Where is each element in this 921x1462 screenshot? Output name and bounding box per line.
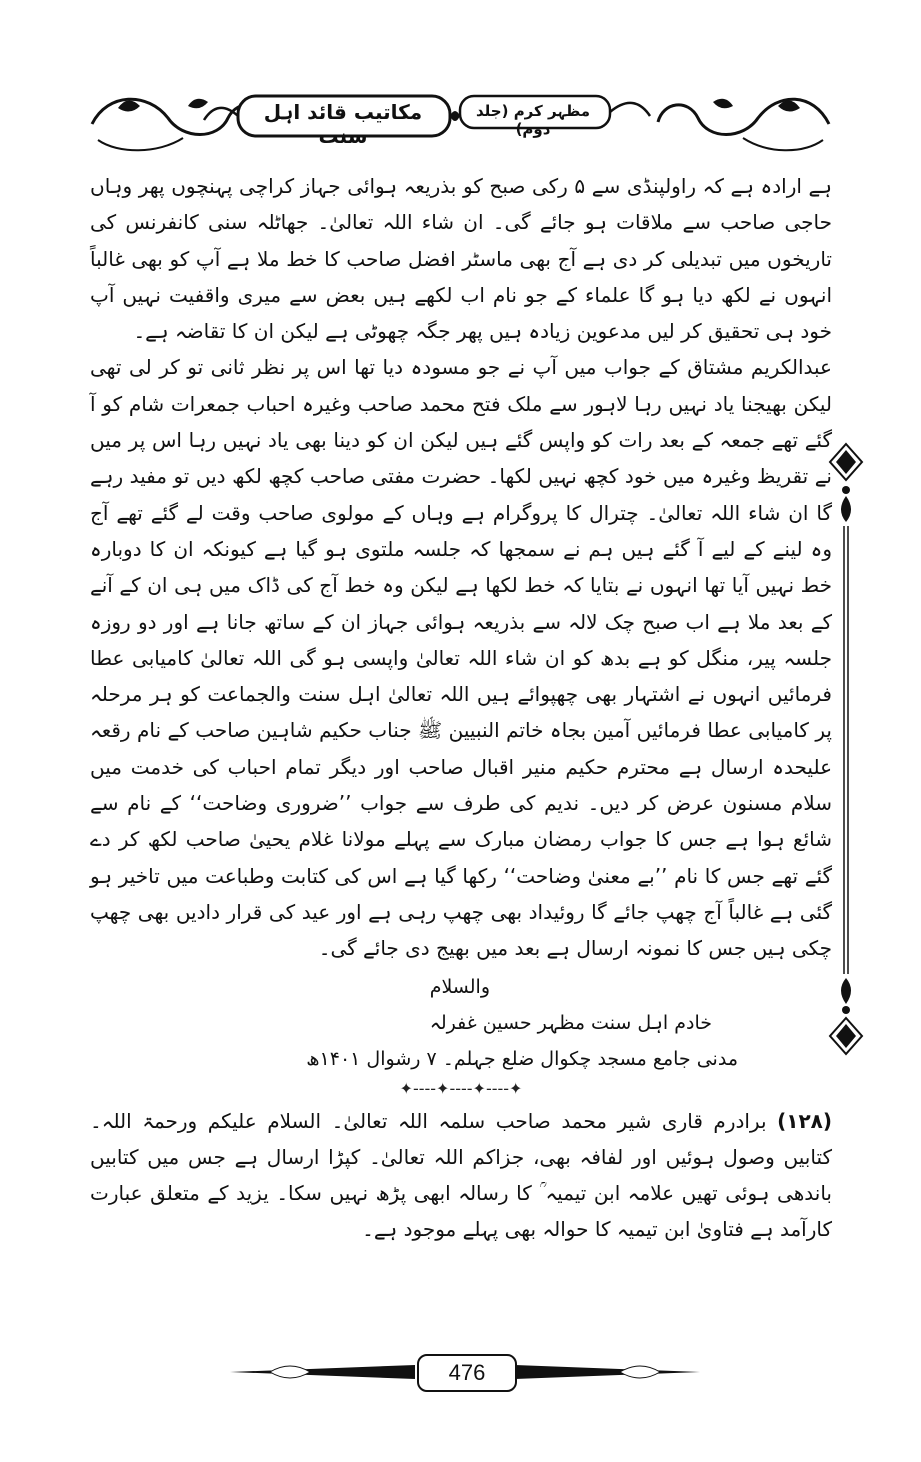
book-title: مظہر کرم (جلد دوم) (476, 102, 590, 138)
page-number: 476 (417, 1354, 517, 1392)
page-footer (230, 1352, 700, 1392)
signature-place-date: مدنی جامع مسجد چکوال ضلع جہلم۔ ۷ رشوال ۱۴۰۱ھ (306, 1047, 738, 1070)
margin-ornament (822, 440, 870, 1060)
margin-ornament-graphic (822, 440, 870, 1060)
page-body (90, 168, 832, 1248)
paragraph-1: ہے ارادہ ہے کہ راولپنڈی سے ۵ رکی صبح کو بذریعہ ہوائی جہاز کراچی پہنچوں پھر وہاں حاجی صاحب سے ملاقات ہو جائے گی۔ ان شاء اللہ تعالیٰ۔ جھاٹلہ سنی کانفرنس کی تاریخوں میں تبدیلی کر دی ہے آج بھی ماسٹر افضل صاحب کا خط ملا ہے آپ کو بھی غالباً انہوں نے لکھ دیا ہو گا علماء کے جو نام اب لکھے ہیں بعض سے میری واقفیت نہیں آپ خود ہی تحقیق کر لیں مدعوین زیادہ ہیں پھر جگہ چھوٹی ہے لیکن ان کا تقاضہ ہے۔ (90, 174, 832, 344)
signature-name: خادم اہل سنت مظہر حسین غفرلہ (429, 1011, 712, 1034)
page-header (88, 88, 833, 160)
paragraph-2: عبدالکریم مشتاق کے جواب میں آپ نے جو مسودہ دیا تھا اس پر نظر ثانی تو کر لی تھی لیکن بھیجنا یاد نہیں رہا لاہور سے ملک فتح محمد صاحب وغیرہ احباب جمعرات شام کو آ گئے تھے جمعہ کے بعد رات کو واپس گئے ہیں لیکن ان کو دینا بھی یاد نہیں رہا اس پر میں نے تقریظ وغیرہ میں خود کچھ نہیں لکھا۔ حضرت مفتی صاحب کچھ لکھ دیں تو مفید رہے گا ان شاء اللہ تعالیٰ۔ چترال کا پروگرام ہے وہاں کے مولوی صاحب وقت لے گئے تھے آج وہ لینے کے لیے آ گئے ہیں ہم نے سمجھا کہ جلسہ ملتوی ہو گیا ہے کیونکہ ان کا دوبارہ خط نہیں آیا تھا انہوں نے بتایا کہ خط لکھا ہے لیکن وہ خط آج کی ڈاک میں ہی ان کے آنے کے بعد ملا ہے اب صبح چک لالہ سے بذریعہ ہوائی جہاز ان کے ساتھ جانا ہے اور دو روزہ جلسہ پیر، منگل کو ہے بدھ کو ان شاء اللہ تعالیٰ واپسی ہو گی اللہ تعالیٰ کامیابی عطا فرمائیں انہوں نے اشتہار بھی چھپوائے ہیں اللہ تعالیٰ اہل سنت والجماعت کو ہر مرحلہ پر کامیابی عطا فرمائیں آمین بجاہ خاتم النبیین ﷺ جناب حکیم شاہین صاحب کے نام رقعہ علیحدہ ارسال ہے محترم حکیم منیر اقبال صاحب اور دیگر تمام احباب کی خدمت میں سلام مسنون عرض کر دیں۔ ندیم کی طرف سے جواب ’’ضروری وضاحت‘‘ کے نام سے شائع ہوا ہے جس کا جواب رمضان مبارک سے پہلے مولانا غلام یحییٰ صاحب لکھ کر دے گئے تھے جس کا نام ’’بے معنیٰ وضاحت‘‘ رکھا گیا ہے اس کی کتابت وطباعت میں تاخیر ہو گئی ہے غالباً آج چھپ جائے گا روئیداد بھی چھپ رہی ہے اور عید کی قرار دادیں بھی چھپ چکی ہیں جس کا نمونہ ارسال ہے بعد میں بھیج دی جائے گی۔ (90, 355, 832, 961)
letter-128 (90, 1103, 832, 1248)
letter-128-text: برادرم قاری شیر محمد صاحب سلمہ اللہ تعالیٰ۔ السلام علیکم ورحمۃ اللہ۔ کتابیں وصول ہوئیں اور لفافہ بھی، جزاکم اللہ تعالیٰ۔ کپڑا ارسال ہے جس میں کتابیں باندھی ہوئی تھیں علامہ ابن تیمیہ ؒ کا رسالہ ابھی پڑھ نہیں سکا۔ یزید کے متعلق عبارت کارآمد ہے فتاویٰ ابن تیمیہ کا حوالہ بھی پہلے موجود ہے۔ (90, 1108, 832, 1242)
letter-number: (۱۲۸) (777, 1108, 832, 1133)
section-separator: ✦----✦----✦----✦ (399, 1078, 523, 1098)
closing-salutation: والسلام (429, 975, 490, 998)
section-title: مکاتیب قائد اہل سنت (263, 100, 423, 148)
